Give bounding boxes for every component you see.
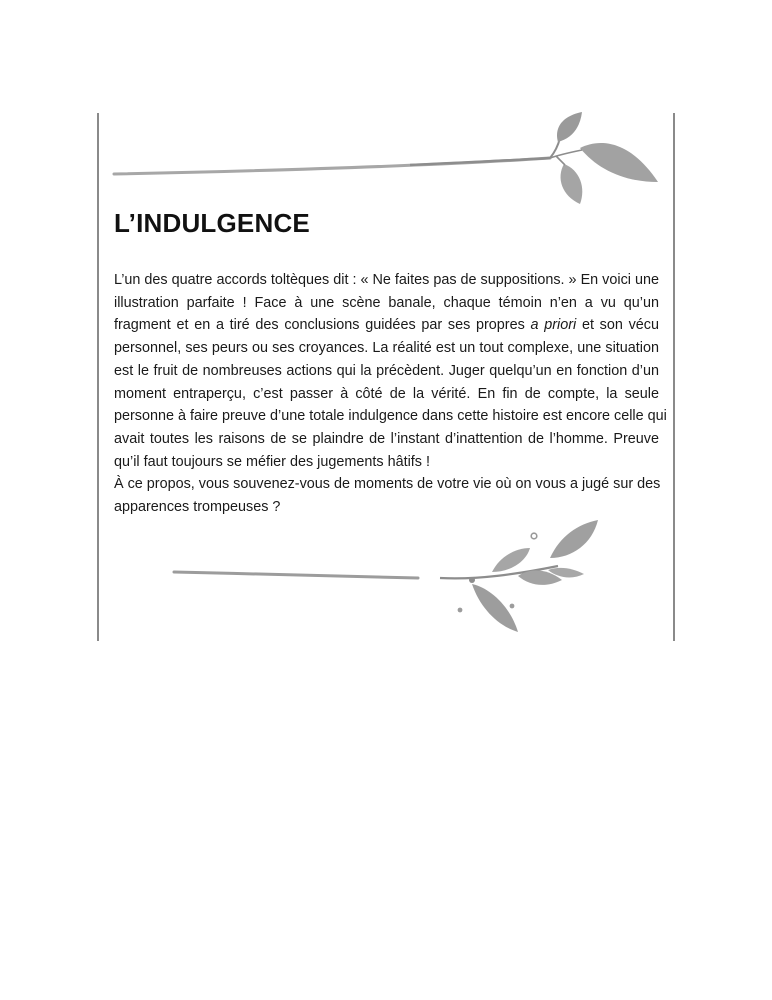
text-line: À ce propos, vous souvenez-vous de moments de votre vie où on vous a jugé sur des bbox=[114, 476, 661, 493]
leaf-sprig-icon bbox=[168, 514, 608, 642]
text-line: illustration parfaite ! Face à une scène banale, chaque témoin n’en a vu qu’un bbox=[114, 294, 659, 311]
paragraph-1 bbox=[114, 269, 667, 473]
body-text bbox=[114, 269, 667, 519]
text-line: personnel, ses peurs ou ses croyances. La réalité est un tout complexe, une situation bbox=[114, 340, 659, 357]
text-line: personne à faire preuve d’une totale indulgence dans cette histoire est encore celle qui bbox=[114, 408, 667, 425]
text-line: avait toutes les raisons de se plaindre de l’instant d’inattention de l’homme. Preuve bbox=[114, 430, 659, 447]
text-line: est le fruit de nombreuses actions qui la précèdent. Juger quelqu’un en fonction d’un bbox=[114, 362, 659, 379]
leaf-branch-icon bbox=[110, 108, 666, 208]
italic-phrase: a priori bbox=[530, 317, 577, 334]
text-line bbox=[114, 314, 659, 337]
text-line: moment entraperçu, c’est passer à côté de la vérité. En fin de compte, la seule bbox=[114, 385, 659, 402]
text-segment: et son vécu bbox=[576, 317, 659, 334]
page-title: L’INDULGENCE bbox=[114, 208, 310, 238]
text-line: apparences trompeuses ? bbox=[114, 499, 281, 516]
paragraph-2 bbox=[114, 473, 659, 518]
text-segment: fragment et en a tiré des conclusions guidées par ses propres bbox=[114, 317, 531, 334]
text-line: L’un des quatre accords toltèques dit : « Ne faites pas de suppositions. » En voici une bbox=[114, 272, 659, 288]
text-line: qu’il faut toujours se méfier des jugements hâtifs ! bbox=[114, 453, 430, 470]
